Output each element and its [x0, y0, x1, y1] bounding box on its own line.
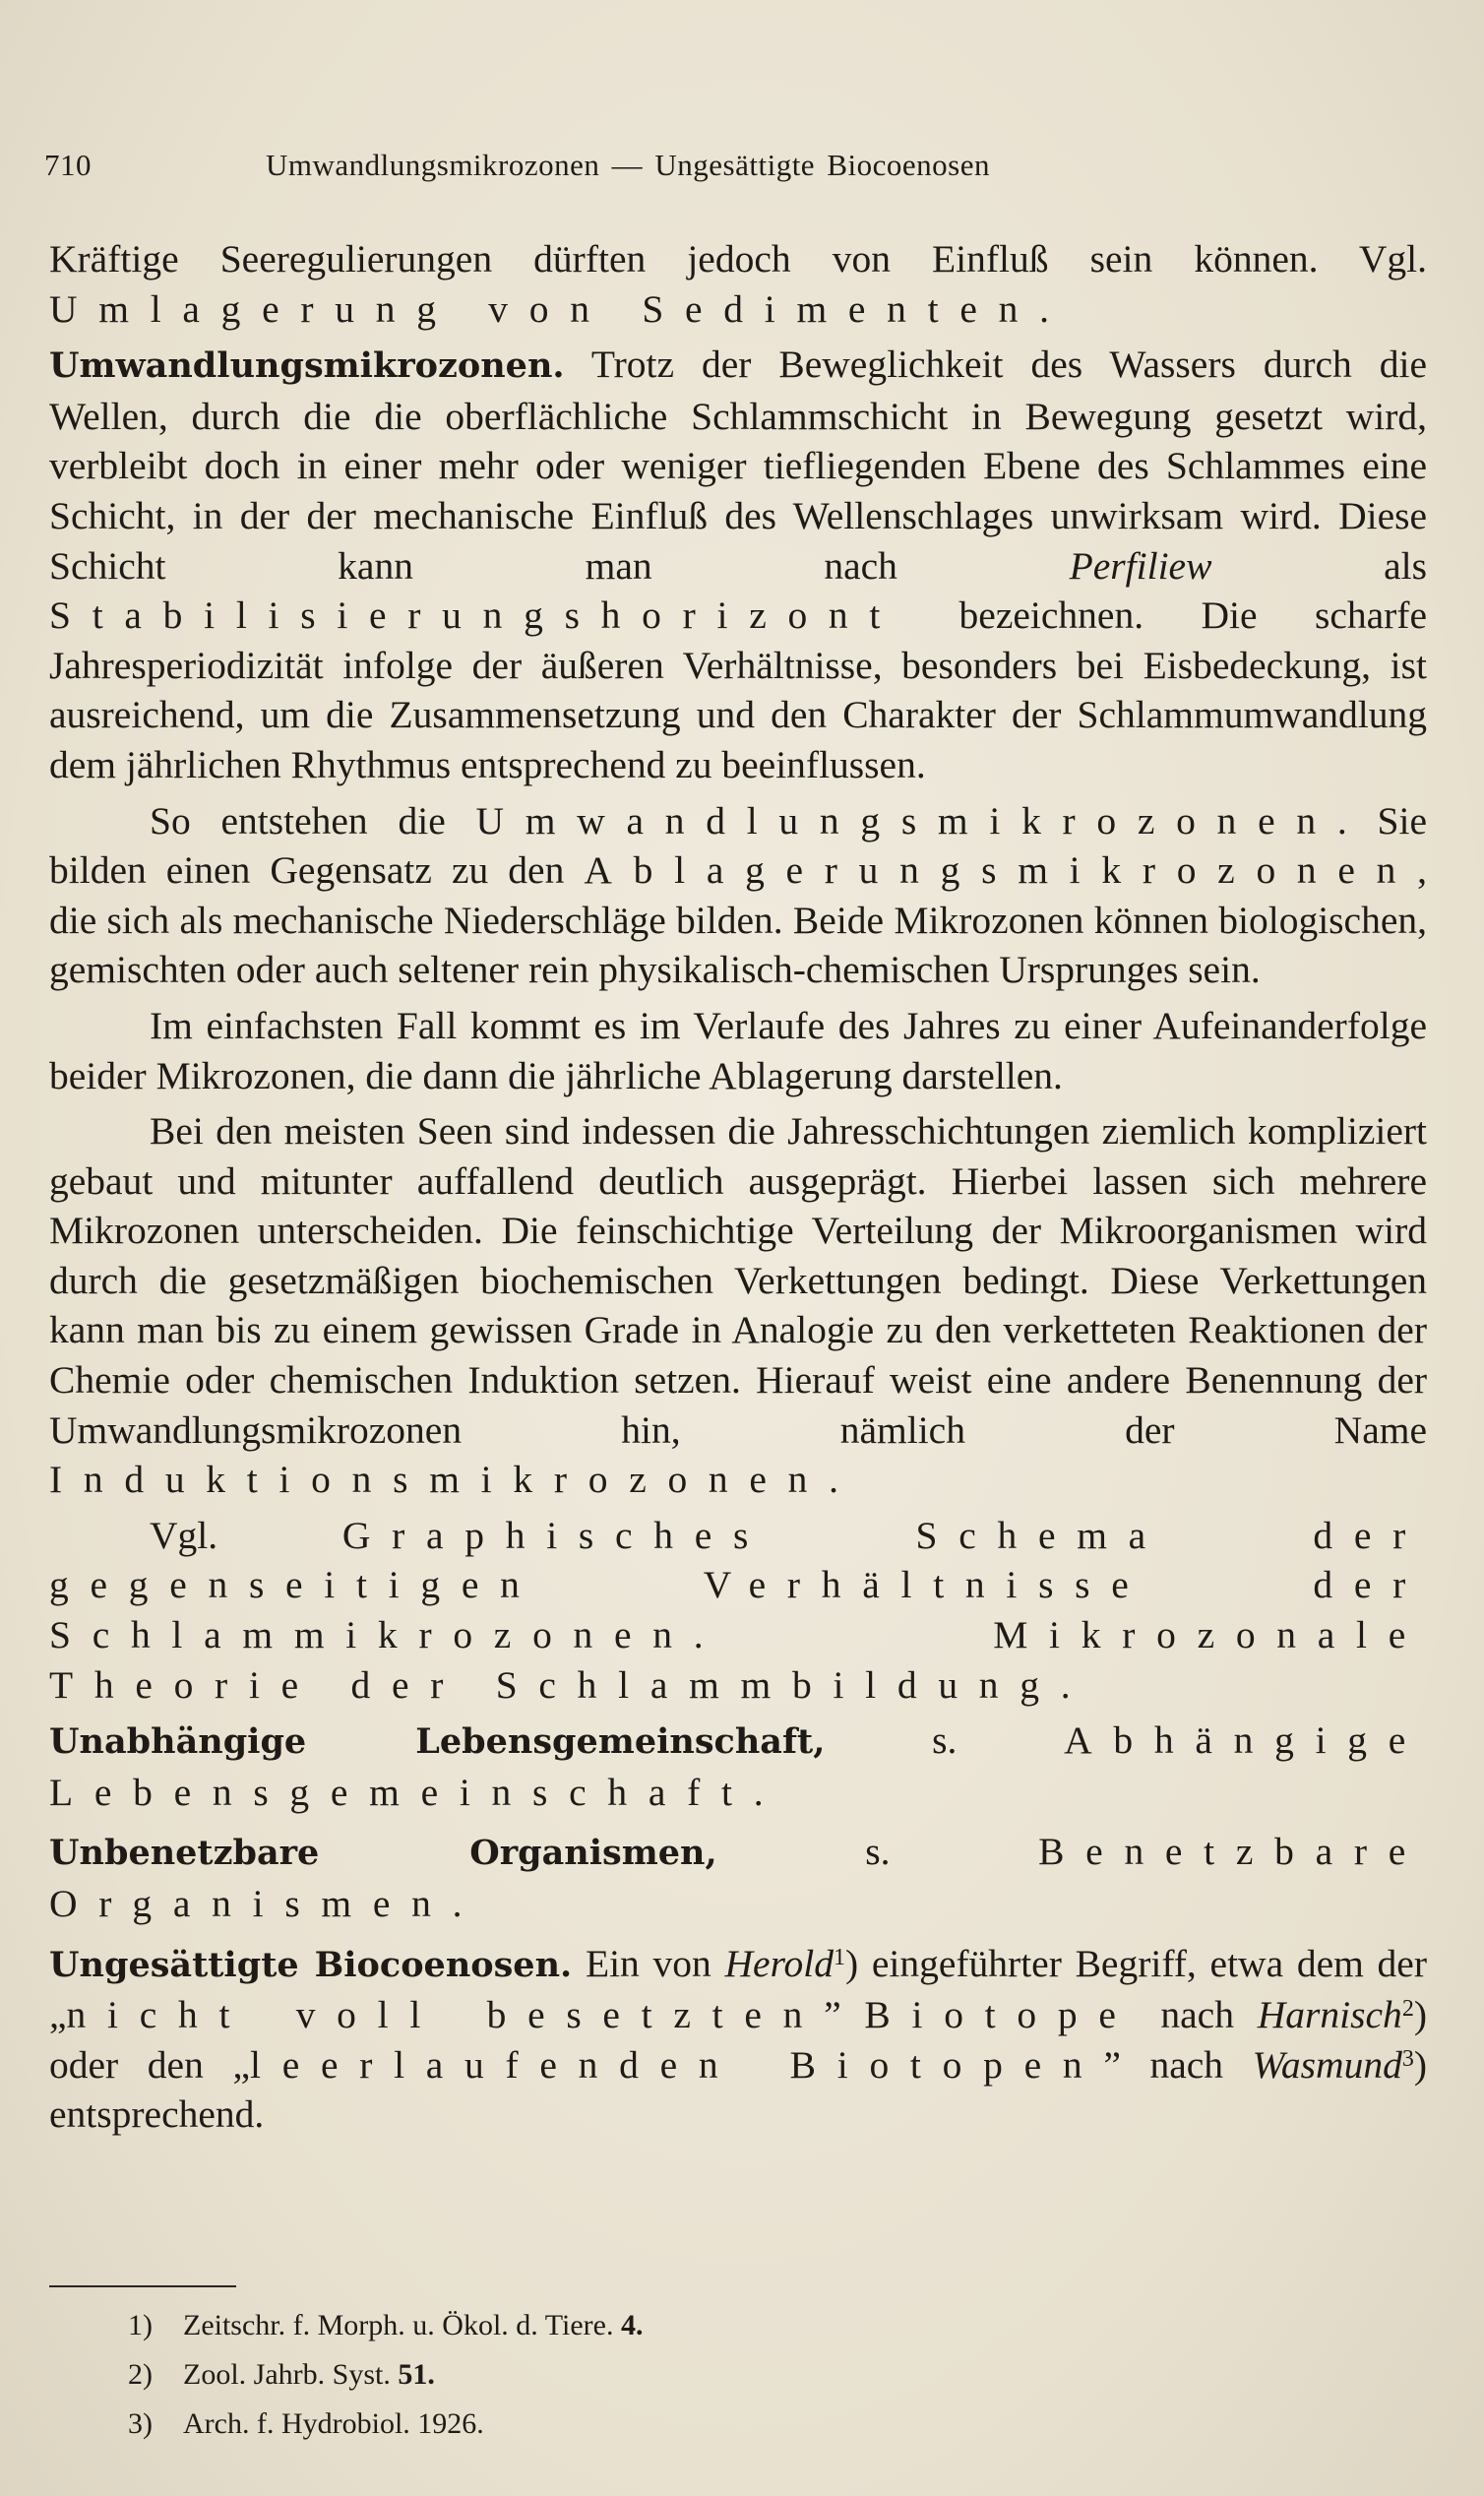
footnote-1 — [128, 2301, 644, 2350]
author-name: Wasmund — [1252, 2042, 1402, 2087]
main-text — [49, 234, 1427, 2140]
text-run: nach — [1137, 1993, 1258, 2037]
text-run: s. — [716, 1830, 1039, 1874]
cross-reference: Benetzbare Organismen — [49, 1830, 1427, 1925]
spaced-term: Stabilisierungshorizont — [49, 593, 902, 638]
text-run: ” nach — [1103, 2042, 1253, 2087]
paragraph-continuation — [49, 234, 1427, 334]
spaced-term: Umwandlungsmikrozonen — [475, 798, 1337, 842]
entry-unbenetzbare-organismen — [49, 1827, 1427, 1928]
footnote-number: 1) — [128, 2309, 153, 2341]
paragraph — [49, 796, 1427, 995]
text-run: ” — [824, 1993, 865, 2037]
cross-reference: Abhängige Lebensgemeinschaft — [49, 1718, 1428, 1814]
cross-reference: Mikrozonale Theorie der Schlammbildung — [49, 1613, 1427, 1707]
entry-headword: Unbenetzbare Organismen, — [49, 1833, 717, 1874]
text-run: Im einfachsten Fall kommt es im Verlaufe des Jahres zu einer Aufeinanderfolge beider Mikrozonen, die dann die jährliche Ablagerung darstellen. — [49, 1003, 1427, 1097]
text-run: ) entsprechend. — [49, 2042, 1427, 2137]
footnote-volume: 51. — [398, 2358, 435, 2391]
paragraph — [49, 1001, 1427, 1100]
entry-unabhaengige-lebensgemeinschaft — [49, 1716, 1427, 1817]
text-run: Bei den meisten Seen sind indessen die Jahresschichtungen ziemlich kompliziert gebaut und mitunter auffallend deutlich ausgeprägt. Hierbei lassen sich mehrere Mikrozonen unterscheiden. Die feinschichtige Verteilung der Mikroorganismen wird durch die gesetzmäßigen biochemischen Verkettungen bedingt. Diese Verkettungen kann man bis zu einem gewissen Grade in Analogie zu den verketteten Reaktionen der Chemie oder chemischen Induktion setzen. Hierauf weist eine andere Benennung der Umwandlungsmikrozonen hin, nämlich der Name — [49, 1109, 1427, 1452]
text-run: Vgl. — [150, 1513, 342, 1557]
spaced-term: Biotope — [864, 1993, 1138, 2037]
text-run: , die sich als mechanische Niederschläge bilden. Beide Mikrozonen können biologischen, gemischten oder auch seltener rein physikalisch-chemischen Ursprunges sein. — [49, 848, 1427, 992]
text-run: ) oder den „ — [49, 1993, 1427, 2087]
spaced-term: Ablagerungsmikrozonen — [584, 848, 1418, 893]
entry-headword: Umwandlungsmikrozonen. — [49, 345, 565, 387]
footnote-3 — [128, 2400, 643, 2449]
spaced-term: leerlaufenden Biotopen — [250, 2042, 1104, 2087]
footnotes — [128, 2301, 644, 2449]
page-number: 710 — [44, 148, 92, 182]
cross-reference: Umlagerung von Sedimenten — [49, 286, 1040, 331]
spaced-term: nicht voll besetzten — [66, 1993, 825, 2037]
footnote-marker: 2 — [1401, 1996, 1414, 2023]
text-run: Trotz der Beweglichkeit des Wassers durch die Wellen, durch die die oberflächliche Schlammschicht in Bewegung gesetzt wird, verbleibt doch in einer mehr oder weniger tiefliegenden Ebene des Schlammes eine Schicht, in der der mechanische Einfluß des Wellenschlages unwirksam wird. Diese Schicht kann man nach — [49, 343, 1427, 588]
text-run: So entstehen die — [150, 798, 476, 842]
text-run: Kräftige Seeregulierungen dürften jedoch von Einfluß sein können. Vgl. — [49, 237, 1427, 281]
spaced-term: Induktionsmikrozonen — [49, 1458, 830, 1502]
text-run: s. — [825, 1718, 1065, 1763]
entry-umwandlungsmikrozonen — [49, 340, 1427, 789]
text-run: . — [693, 1613, 994, 1657]
entry-ungesaettigte-biocoenosen — [49, 1939, 1427, 2140]
footnote-volume: 4. — [620, 2309, 644, 2341]
text-run: . Sie bilden einen Gegensatz zu den — [49, 798, 1427, 893]
text-run: bezeichnen. Die scharfe Jahresperiodizität infolge der äußeren Verhältnisse, besonders bei Eisbedeckung, ist ausreichend, um die Zusammensetzung und den Charakter der Schlammumwandlung dem jährlichen Rhythmus entsprechend zu beeinflussen. — [49, 593, 1427, 786]
footnote-text: Zool. Jahrb. Syst. — [183, 2358, 399, 2391]
author-name: Herold — [724, 1941, 834, 1985]
footnote-marker: 3 — [1401, 2045, 1414, 2072]
footnote-marker: 1 — [833, 1944, 845, 1970]
footnote-2 — [128, 2350, 643, 2400]
running-title: Umwandlungsmikrozonen — Ungesättigte Biocoenosen — [266, 148, 990, 182]
text-run: ) eingeführter Begriff, etwa dem der „ — [49, 1941, 1427, 2037]
author-name: Perfiliew — [1069, 543, 1212, 588]
entry-headword: Unabhängige Lebensgemeinschaft, — [49, 1721, 826, 1763]
footnote-text: Zeitschr. f. Morph. u. Ökol. d. Tiere. — [183, 2309, 621, 2341]
text-run: als — [1211, 543, 1427, 588]
footnote-number: 2) — [128, 2358, 153, 2391]
author-name: Harnisch — [1257, 1993, 1402, 2037]
text-run: . — [753, 1770, 764, 1814]
text-run: Ein von — [572, 1941, 725, 1985]
text-run: . — [829, 1458, 839, 1502]
text-run: . — [1060, 1662, 1071, 1707]
footnote-text: Arch. f. Hydrobiol. 1926. — [183, 2407, 484, 2440]
paragraph — [49, 1106, 1427, 1505]
entry-headword: Ungesättigte Biocoenosen. — [49, 1944, 573, 1985]
paragraph — [49, 1511, 1427, 1710]
cross-reference: Graphisches Schema der gegenseitigen Verhältnisse der Schlammikrozonen — [49, 1513, 1427, 1657]
footnote-divider — [49, 2285, 236, 2287]
text-run: . — [1039, 286, 1049, 331]
footnote-number: 3) — [128, 2407, 153, 2440]
text-run: . — [452, 1882, 463, 1925]
